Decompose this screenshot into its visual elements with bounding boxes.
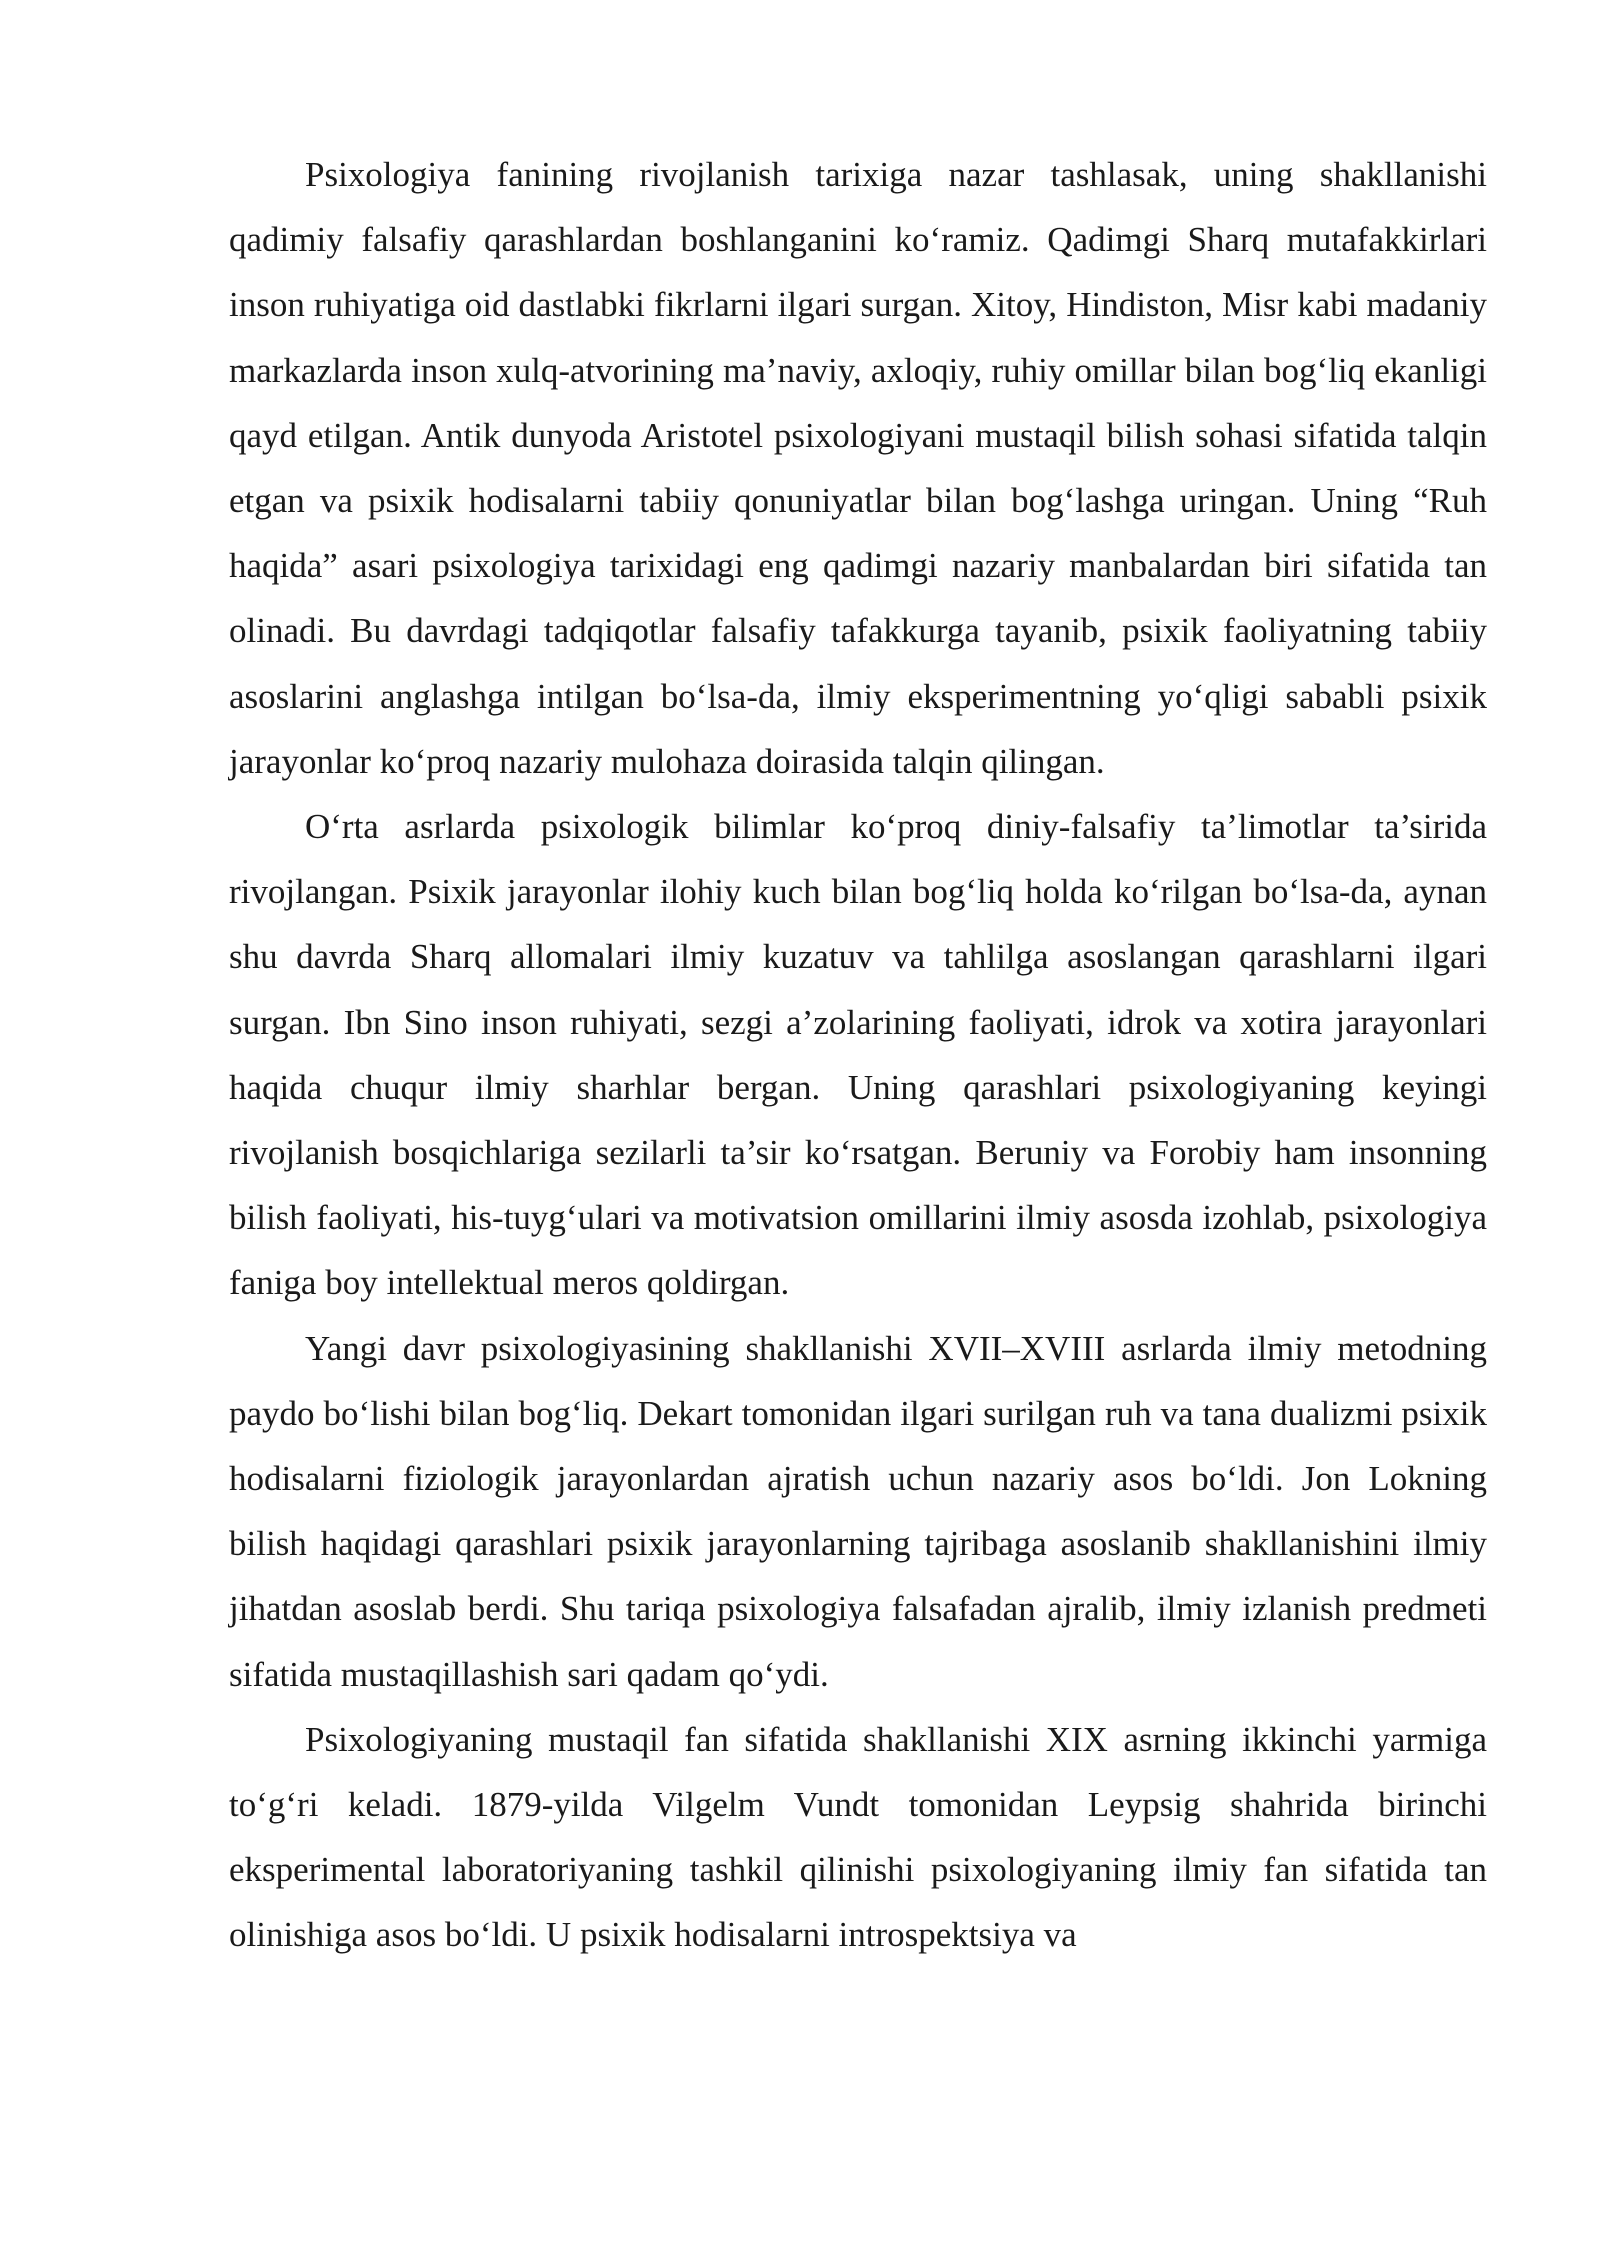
paragraph-ancient-psychology: Psixologiya fanining rivojlanish tarixiga nazar tashlasak, uning shakllanishi qadimiy falsafiy qarashlardan boshlanganini ko‘ramiz. Qadimgi Sharq mutafakkirlari inson ruhiyatiga oid dastlabki fikrlarni ilgari surgan. Xitoy, Hindiston, Misr kabi madaniy markazlarda inson xulq-atvorining ma’naviy, axloqiy, ruhiy omillar bilan bog‘liq ekanligi qayd etilgan. Antik dunyoda Aristotel psixologiyani mustaqil bilish sohasi sifatida talqin etgan va psixik hodisalarni tabiiy qonuniyatlar bilan bog‘lashga uringan. Uning “Ruh haqida” asari psixologiya tarixidagi eng qadimgi nazariy manbalardan biri sifatida tan olinadi. Bu davrdagi tadqiqotlar falsafiy tafakkurga tayanib, psixik faoliyatning tabiiy asoslarini anglashga intilgan bo‘lsa-da, ilmiy eksperimentning yo‘qligi sababli psixik jarayonlar ko‘proq nazariy mulohaza doirasida talqin qilingan.: [229, 155, 1487, 781]
document-page: [229, 142, 1487, 1968]
paragraph-independent-science: Psixologiyaning mustaqil fan sifatida shakllanishi XIX asrning ikkinchi yarmiga to‘g‘ri keladi. 1879-yilda Vilgelm Vundt tomonidan Leypsig shahrida birinchi eksperimental laboratoriyaning tashkil qilinishi psixologiyaning ilmiy fan sifatida tan olinishiga asos bo‘ldi. U psixik hodisalarni introspektsiya va: [229, 1719, 1487, 1955]
paragraph-modern-era: Yangi davr psixologiyasining shakllanishi XVII–XVIII asrlarda ilmiy metodning paydo bo‘lishi bilan bog‘liq. Dekart tomonidan ilgari surilgan ruh va tana dualizmi psixik hodisalarni fiziologik jarayonlardan ajratish uchun nazariy asos bo‘ldi. Jon Lokning bilish haqidagi qarashlari psixik jarayonlarning tajribaga asoslanib shakllanishini ilmiy jihatdan asoslab berdi. Shu tariqa psixologiya falsafadan ajralib, ilmiy izlanish predmeti sifatida mustaqillashish sari qadam qo‘ydi.: [229, 1328, 1487, 1694]
paragraph-middle-ages: O‘rta asrlarda psixologik bilimlar ko‘proq diniy-falsafiy ta’limotlar ta’sirida rivojlangan. Psixik jarayonlar ilohiy kuch bilan bog‘liq holda ko‘rilgan bo‘lsa-da, aynan shu davrda Sharq allomalari ilmiy kuzatuv va tahlilga asoslangan qarashlarni ilgari surgan. Ibn Sino inson ruhiyati, sezgi a’zolarining faoliyati, idrok va xotira jarayonlari haqida chuqur ilmiy sharhlar bergan. Uning qarashlari psixologiyaning keyingi rivojlanish bosqichlariga sezilarli ta’sir ko‘rsatgan. Beruniy va Forobiy ham insonning bilish faoliyati, his-tuyg‘ulari va motivatsion omillarini ilmiy asosda izohlab, psixologiya faniga boy intellektual meros qoldirgan.: [229, 807, 1487, 1303]
